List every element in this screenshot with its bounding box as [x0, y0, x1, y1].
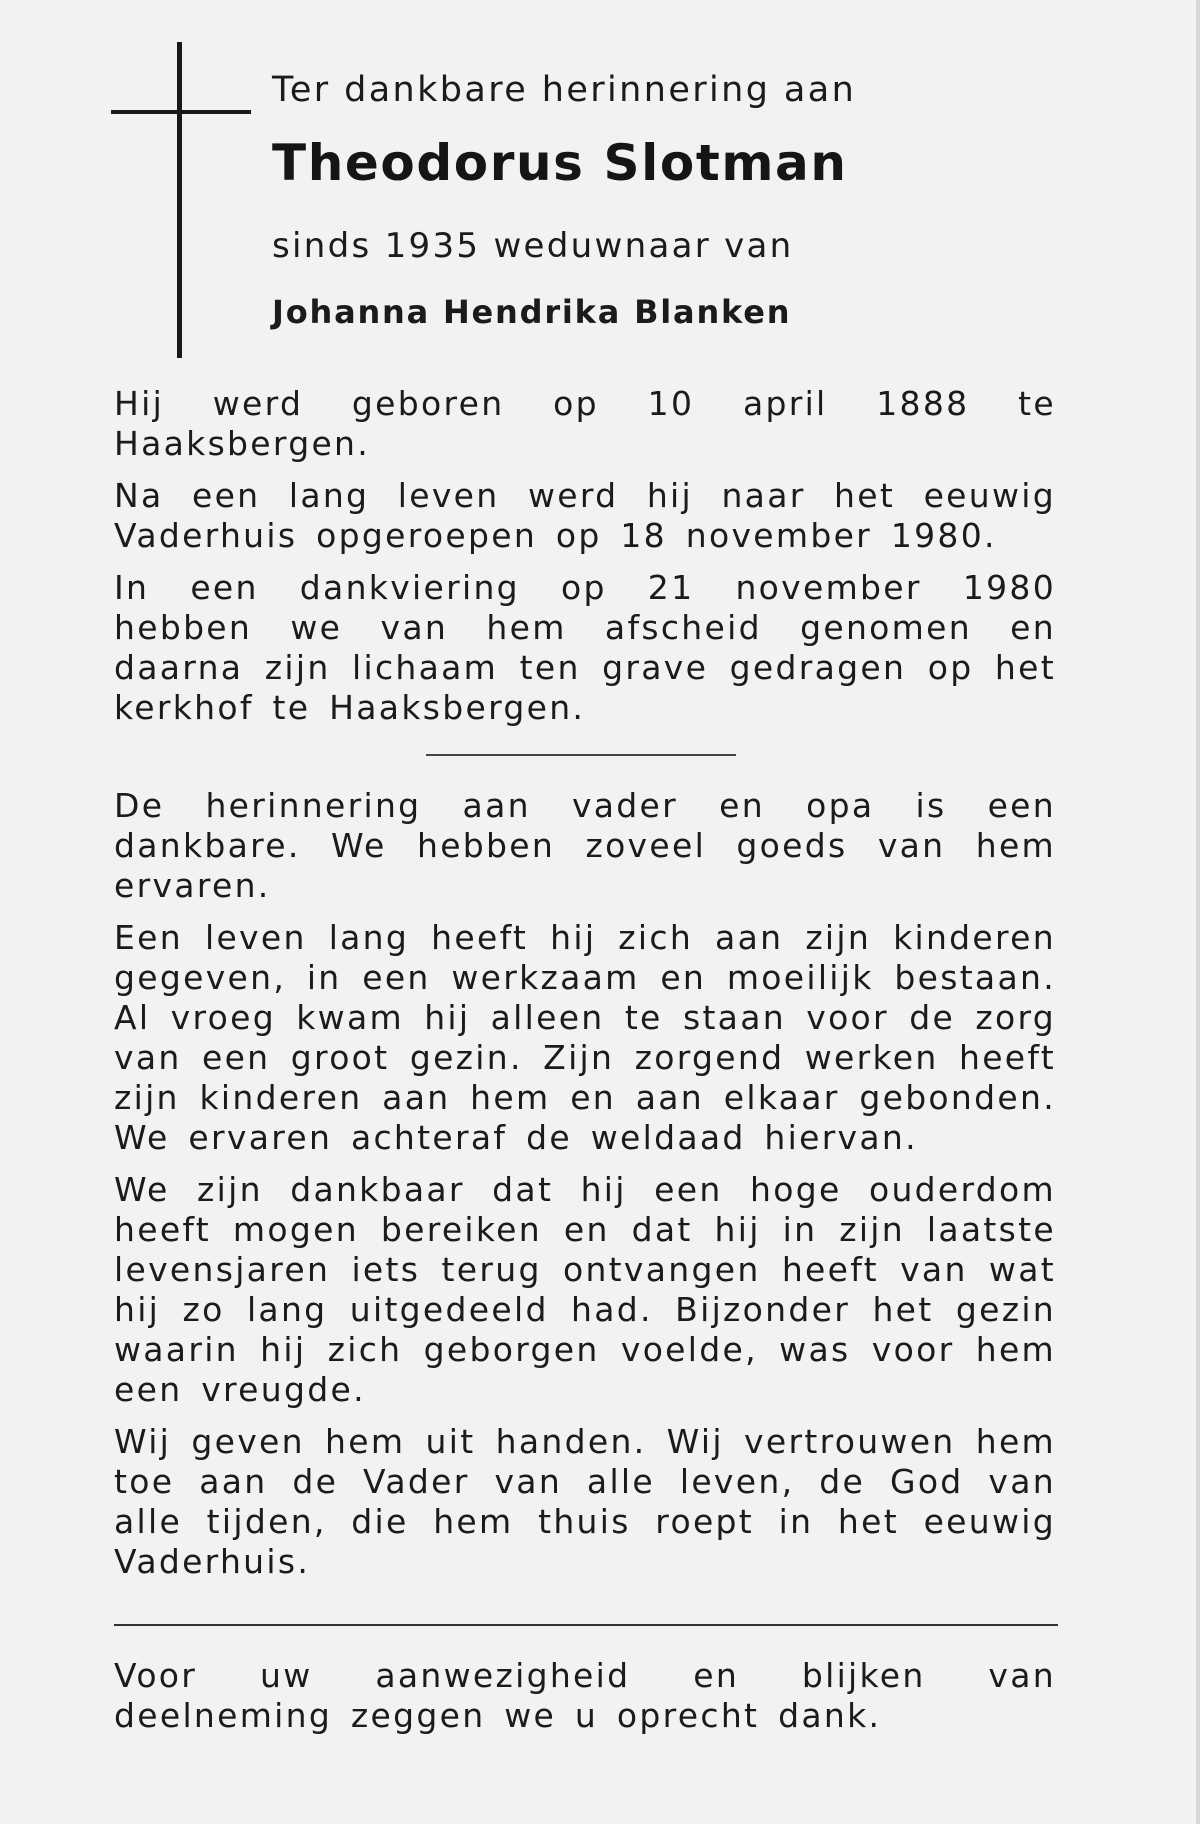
reflection-paragraph: De herinnering aan vader en opa is een dankbare. We hebben zoveel goeds van hem ervaren.	[114, 786, 1056, 905]
widower-line: sinds 1935 weduwnaar van	[272, 226, 794, 266]
card-edge	[1196, 0, 1200, 1824]
cross-icon	[177, 42, 182, 358]
reflection-paragraph: Wij geven hem uit handen. Wij vertrouwen hem toe aan de Vader van alle leven, de God van alle tijden, die hem thuis roept in het eeuwig Vaderhuis.	[114, 1422, 1056, 1581]
biography-paragraph: Hij werd geboren op 10 april 1888 te Haaksbergen.	[114, 384, 1056, 463]
card-header	[272, 60, 1092, 340]
card-body	[114, 384, 1056, 1748]
reflection-paragraph: We zijn dankbaar dat hij een hoge ouderdom heeft mogen bereiken en dat hij in zijn laatste levensjaren iets terug ontvangen heeft van wat hij zo lang uitgedeeld had. Bijzonder het gezin waarin hij zich geborgen voelde, was voor hem een vreugde.	[114, 1170, 1056, 1409]
closing-divider	[114, 1624, 1058, 1626]
biography-paragraph: In een dankviering op 21 november 1980 hebben we van hem afscheid genomen en daarna zijn lichaam ten grave gedragen op het kerkhof te Haaksbergen.	[114, 568, 1056, 727]
section-divider	[426, 754, 736, 756]
cross-icon-bar	[111, 110, 251, 114]
spouse-name: Johanna Hendrika Blanken	[272, 293, 792, 331]
closing-thanks: Voor uw aanwezigheid en blijken van deelneming zeggen we u oprecht dank.	[114, 1656, 1056, 1735]
intro-line: Ter dankbare herinnering aan	[272, 70, 857, 110]
deceased-name: Theodorus Slotman	[272, 134, 848, 192]
biography-paragraph: Na een lang leven werd hij naar het eeuwig Vaderhuis opgeroepen op 18 november 1980.	[114, 476, 1056, 555]
reflection-paragraph: Een leven lang heeft hij zich aan zijn kinderen gegeven, in een werkzaam en moeilijk bestaan. Al vroeg kwam hij alleen te staan voor de zorg van een groot gezin. Zijn zorgend werken heeft zijn kinderen aan hem en aan elkaar gebonden. We ervaren achteraf de weldaad hiervan.	[114, 918, 1056, 1157]
